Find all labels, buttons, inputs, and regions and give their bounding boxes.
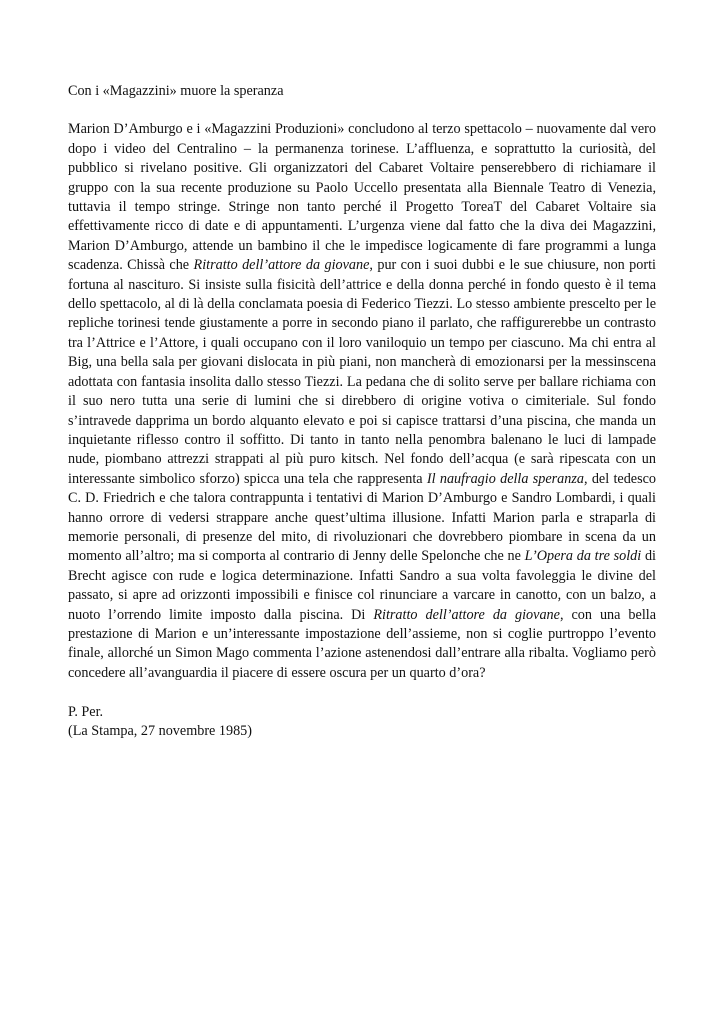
italic-title-run: Ritratto dell’attore da giovane: [373, 606, 560, 623]
italic-title-run: Il naufragio della speranza: [426, 470, 584, 487]
body-text-run: , pur con i suoi dubbi e le sue chiusure, non porti fortuna al nascituro. Si insiste sulla fisicità dell’attrice e della donna perché in fondo questo è il tema dello spettacolo, al di là della conclamata poesia di Federico Tiezzi. Lo stesso ambiente prescelto per le repliche torinesi tende giustamente a porre in secondo piano il parlato, che raffigurerebbe un contrasto tra l’Attrice e l’Attore, i quali occupano con il loro vaniloquio un tempo per ciascuno. Ma chi entra al Big, una bella sala per giovani dislocata in più piani, non mancherà di emozionarsi per la messinscena adottata con fantasia insolita dallo stesso Tiezzi. La pedana che di solito serve per ballare richiama con il suo nero tutta una serie di lumini che si direbbero di origine votiva o cimiteriale. Sul fondo s’intravede dapprima un bordo alquanto elevato e poi si capisce trattarsi d’una piscina, che manda un inquietante riflesso contro il soffitto. Di tanto in tanto nella penombra balenano le luci di lampade nude, piombano attrezzi strappati al più puro kitsch. Nel fondo dell’acqua (e sarà ripescata con un interessante simbolico sforzo) spicca una tela che rappresenta: [68, 257, 656, 487]
author-signature: P. Per.: [68, 703, 104, 720]
italic-title-run: L’Opera da tre soldi: [524, 548, 642, 565]
article-body: [68, 120, 656, 683]
body-text-run: di Brecht agisce con rude e logica determinazione. Infatti Sandro a sua volta favoleggia le divine del passato, si apre ad orizzonti impossibili e finisce col rinunciare a varcare in canotto, con un balzo, a nuoto l’orrendo limite imposto dalla piscina. Di: [68, 548, 657, 623]
body-text-run: , del tedesco C. D. Friedrich e che talora contrappunta i tentativi di Marion D’Amburgo e Sandro Lombardi, i quali hanno orrore di vedersi strappare anche quest’ultima illusione. Infatti Marion parla e straparla di memorie personali, di presenze del mito, di rivoluzionari che dovrebbero piombare in scena da un momento all’altro; ma si comporta al contrario di Jenny delle Spelonche che ne: [68, 470, 656, 565]
body-text-run: , con una bella prestazione di Marion e un’interessante impostazione dell’assieme, non si coglie purtroppo l’evento finale, allorché un Simon Mago commenta l’azione astenendosi dall’entrare alla ribalta. Vogliamo però concedere all’avanguardia il piacere di essere oscura per un quarto d’ora?: [68, 606, 656, 681]
article: [68, 82, 656, 741]
publication-source: (La Stampa, 27 novembre 1985): [68, 722, 252, 739]
article-title: Con i «Magazzini» muore la speranza: [68, 83, 284, 99]
body-text-run: Marion D’Amburgo e i «Magazzini Produzioni» concludono al terzo spettacolo – nuovamente dal vero dopo i video del Centralino – la permanenza torinese. L’affluenza, e soprattutto la curiosità, del pubblico si rivelano positive. Gli organizzatori del Cabaret Voltaire penserebbero di richiamare il gruppo con la sua recente produzione su Paolo Uccello presentata alla Biennale Teatro di Venezia, tuttavia il tempo stringe. Stringe non tanto perché il Progetto ToreaT del Cabaret Voltaire sia effettivamente ricco di date e di appuntamenti. L’urgenza viene dal fatto che la diva dei Magazzini, Marion D’Amburgo, attende un bambino il che le impedisce logicamente di fare programmi a lunga scadenza. Chissà che: [68, 121, 656, 274]
italic-title-run: Ritratto dell’attore da giovane: [193, 257, 370, 274]
